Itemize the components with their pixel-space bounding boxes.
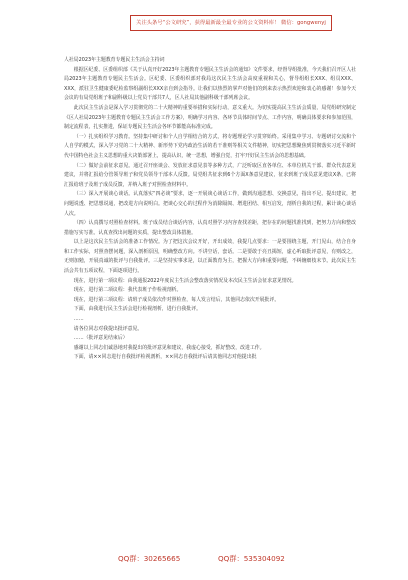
paragraph: 感谢以上同志们诚恳地对我提出的批评意见和建议，我虚心接受，抓好整改，改进工作。 — [73, 344, 265, 351]
paragraph: 请各位同志对我提出批评意见。 — [73, 325, 143, 332]
paragraph: 现在，进行第三项议程：请班子成员依次作对照检查，每人发言结后，其他同志依次开展批评。 — [73, 296, 280, 303]
paragraph: （四）认真撰写对照检查材料。班子成员结合谈话内容，认真对照学习内容查找差距，把存在的问题找准找到，把努力方向和整改措施写实写准。认真查找出问题的实质，提出整改具体措施。 — [64, 220, 356, 236]
footer — [0, 552, 408, 566]
paragraph: 现在，进行第二项议程：我代表班子作检视剖析。 — [73, 287, 182, 294]
paragraph: （一）扎实组织学习教育。坚持集中研讨和个人自学相结合的方式，将专题理论学习贯穿始终。采用集中学习、专题研讨交流和个人自学的模式，深入学习党的二十大精神、新形势下党内政治生活的若干准则等相关文件精神，切实把思想聚焦到贯彻落实习近平新时代中国特色社会主义思想的重大决策部署上，提高认识，统一思想，增强自觉，打牢开好民主生活会的思想基础。 — [64, 133, 356, 159]
paragraph: 此次民主生活会是深入学习贯彻党的二十大精神的重要举措和实际行动，意义重大。为切实提高民主生活会质量，局党组研究制定《区人社局2023年主题教育专题民主生活会工作方案》，明确学习内容、各环节具体时间节点、工作内容，明确具体要求和参加范围，制定流程表，扎实推进，保证专题民主生活会各环节都能高标准完成。 — [64, 104, 356, 131]
paragraph: …… — [73, 316, 84, 323]
promo-banner: 关注头条号“公文研究”，获得最新最全最专业的公文资料库！ 微信：gongwenyj — [130, 15, 332, 31]
paragraph: 下面，由我进行民主生活会进行检视剖析，进行自我批评。 — [73, 306, 201, 313]
document-body — [64, 56, 356, 363]
qq-group-1: QQ群：30265665 — [118, 554, 181, 563]
paragraph: （二）做好会前征求意见。通过召开座谈会、发放征求意见表等多种方式，广泛听取区直各单位、本单位机关干部、群众代表意见建议，并将汇报给分管领导班子和党员领导干部本人反馈。局党组共征求到6个方面X条意见建议，征求到班子成员意见建议X条，已将汇报给班子及班子成员反馈，并纳入班子对照检查材料中。 — [64, 162, 356, 188]
paragraph: 根据区纪委、区委组织部《关于认真开好2023年主题教育专题民主生活会的通知》文件要求，经督导组批准，今天我们召开区人社局2023年主题教育专题民主生活会。区纪委、区委组织部对我局这次民主生活会高度重视和关心，督导组组长XXX、组员XXX、XXX，派驻卫生健康委纪检监察组副组长XXX亲自到会指导。让我们以热烈的掌声对他们的到来表示热烈欢迎和衷心的感谢！参加今天会议的有局党组班子和副科级以上党员干部共7人，区人社局其他副科级干部列席会议。 — [64, 66, 356, 102]
qq-group-2: QQ群：535304092 — [218, 554, 285, 563]
paragraph: 以上是这次民主生活会的准备工作情况。为了把这次会议开好，开出成效，我提几点要求：一是要围绕主题，开门见山，结合自身和工作实际，对照查摆问题，深入剖析原因，明确整改方向。不讲空话，套话。二是要敢于亮丑揭短，虚心听取批评意见，有则改之，无则加勉，开展真诚的批评与自我批评。三是坚持实事求是，以正面教育为主，把握大方向和重要问题，不纠缠细枝末节。此次民主生活会共有五项议程，下面逐项进行。 — [64, 239, 356, 275]
document-title: 人社局2023年主题教育专题民主生活会主持词 — [64, 57, 165, 63]
paragraph: （三）深入开展谈心谈话。认真落实“四必谈”要求，逐一开展谈心谈话工作，做到沟通思想、交换意见，指出不足、提出建议，把问题说透、把思想说通，把改进方向说明白。把谈心交心的过程作为消除隔阂、增进团结、相互启发，剖析自我的过程，累计谈心谈话人次。 — [64, 191, 356, 217]
paragraph: 下面，请××同志进行自我批评检视剖析，××同志自我批评后请其他同志对他提出批 — [73, 354, 257, 361]
paragraph: ……（批评意见结束后） — [73, 335, 128, 342]
paragraph: 现在，进行第一项议程：由我通报2022年度民主生活会整改落实情况及本次民主生活会征求意见情况。 — [73, 277, 297, 284]
